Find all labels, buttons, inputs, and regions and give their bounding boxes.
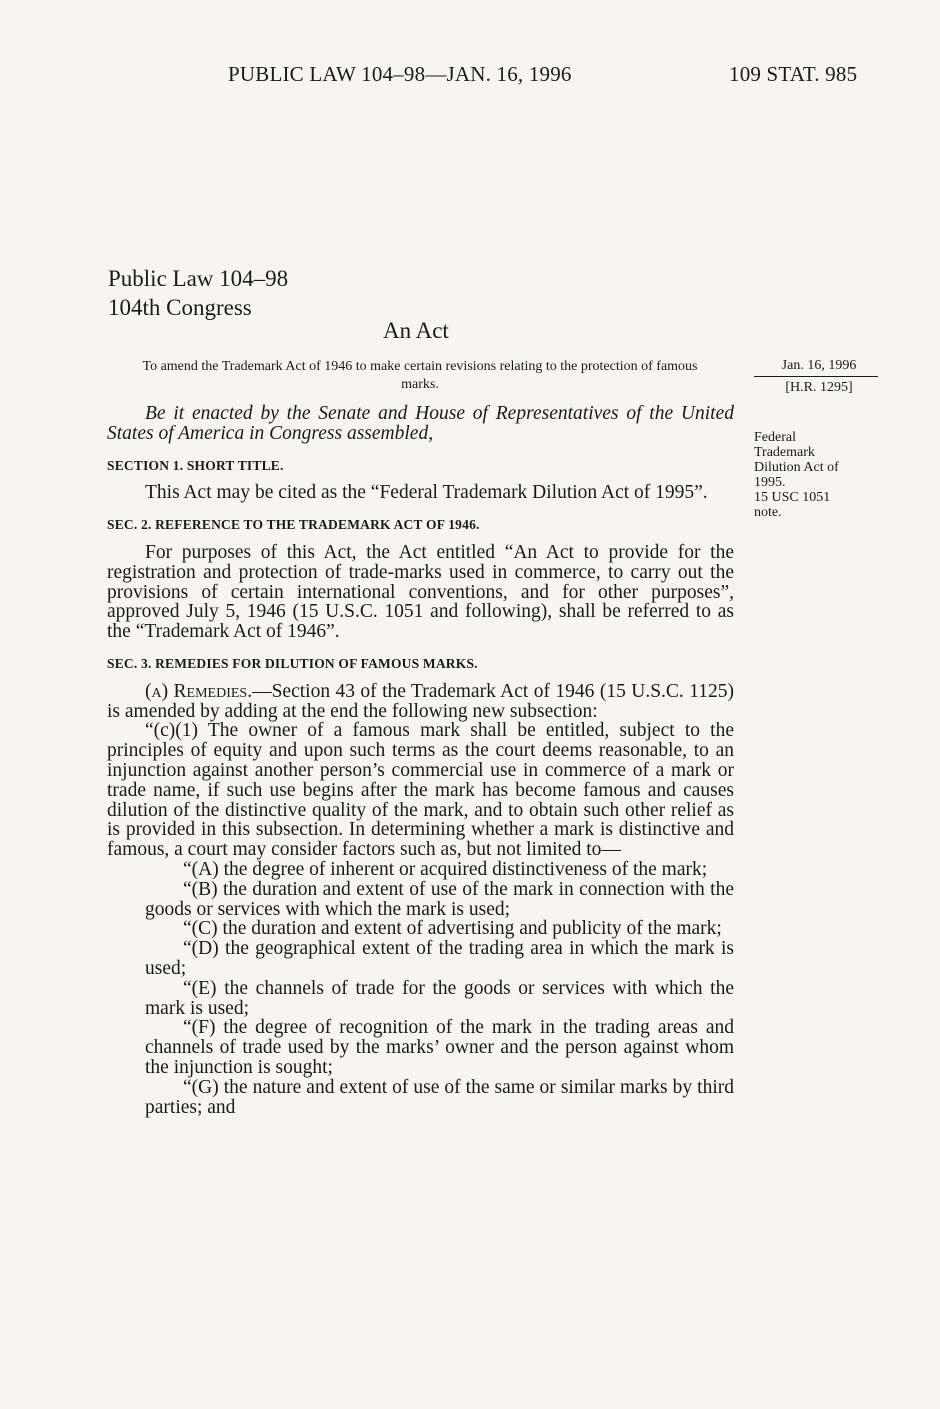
bill-number: [H.R. 1295] bbox=[785, 380, 853, 395]
margin-note-line: Trademark bbox=[754, 445, 815, 460]
an-act-heading: An Act bbox=[383, 318, 449, 343]
margin-note-line: Federal bbox=[754, 430, 796, 445]
running-header-left: PUBLIC LAW 104–98—JAN. 16, 1996 bbox=[228, 62, 572, 86]
section-3a-label: (a) Remedies. bbox=[145, 680, 253, 702]
factor-item: “(D) the geographical extent of the trading area in which the mark is used; bbox=[145, 938, 734, 979]
congress-number: 104th Congress bbox=[108, 295, 252, 320]
margin-note-line: note. bbox=[754, 505, 782, 520]
page-citation: 109 STAT. 985 bbox=[729, 62, 858, 86]
section-2-heading: SEC. 2. REFERENCE TO THE TRADEMARK ACT OF 1946. bbox=[107, 517, 480, 533]
factor-item: “(A) the degree of inherent or acquired distinctiveness of the mark; bbox=[183, 858, 708, 880]
factor-list bbox=[145, 860, 734, 1117]
enactment-date: Jan. 16, 1996 bbox=[781, 358, 857, 373]
section-3-heading: SEC. 3. REMEDIES FOR DILUTION OF FAMOUS MARKS. bbox=[107, 655, 478, 671]
section-1-text: This Act may be cited as the “Federal Trademark Dilution Act of 1995”. bbox=[145, 482, 708, 504]
factor-item: “(C) the duration and extent of advertising and publicity of the mark; bbox=[183, 918, 722, 940]
act-purpose: To amend the Trademark Act of 1946 to make certain revisions relating to the protection of famous marks. bbox=[142, 359, 698, 392]
enacting-clause: Be it enacted by the Senate and House of Representatives of the United States of America in Congress assembled, bbox=[107, 403, 734, 444]
section-3a-text: —Section 43 of the Trademark Act of 1946 (15 U.S.C. 1125) is amended by adding at the end the following new subsection: bbox=[107, 680, 734, 722]
section-2-text: For purposes of this Act, the Act entitled “An Act to provide for the registration and protection of trade-marks used in commerce, to carry out the provisions of certain international conventions, and for other purposes”, approved July 5, 1946 (15 U.S.C. 1051 and following), shall be referred to as the “Trademark Act of 1946”. bbox=[107, 541, 734, 643]
factor-item: “(G) the nature and extent of use of the same or similar marks by third parties; and bbox=[145, 1076, 734, 1118]
margin-note bbox=[754, 430, 874, 520]
margin-note-line: 15 USC 1051 bbox=[754, 490, 831, 505]
factor-item: “(B) the duration and extent of use of the mark in connection with the goods or services with which the mark is used; bbox=[145, 878, 734, 920]
factor-item: “(F) the degree of recognition of the mark in the trading areas and channels of trade used by the marks’ owner and the person against whom the injunction is sought; bbox=[145, 1017, 734, 1078]
section-1-heading: SECTION 1. SHORT TITLE. bbox=[107, 457, 284, 473]
law-title-block bbox=[108, 264, 288, 322]
statute-body bbox=[107, 404, 734, 1117]
margin-date-block bbox=[760, 358, 878, 396]
margin-note-line: 1995. bbox=[754, 475, 786, 490]
margin-note-line: Dilution Act of bbox=[754, 460, 839, 475]
subsection-c1-text: “(c)(1) The owner of a famous mark shall be entitled, subject to the principles of equity and upon such terms as the court deems reasonable, to an injunction against another person’s commercial use in commerce of a mark or trade name, if such use begins after the mark has become famous and causes dilution of the distinctive quality of the mark, and to obtain such other relief as is provided in this subsection. In determining whether a mark is distinctive and famous, a court may consider factors such as, but not limited to— bbox=[107, 720, 734, 861]
section-3a-paragraph bbox=[107, 682, 734, 722]
public-law-number: Public Law 104–98 bbox=[108, 266, 289, 291]
factor-item: “(E) the channels of trade for the goods or services with which the mark is used; bbox=[145, 977, 734, 1019]
